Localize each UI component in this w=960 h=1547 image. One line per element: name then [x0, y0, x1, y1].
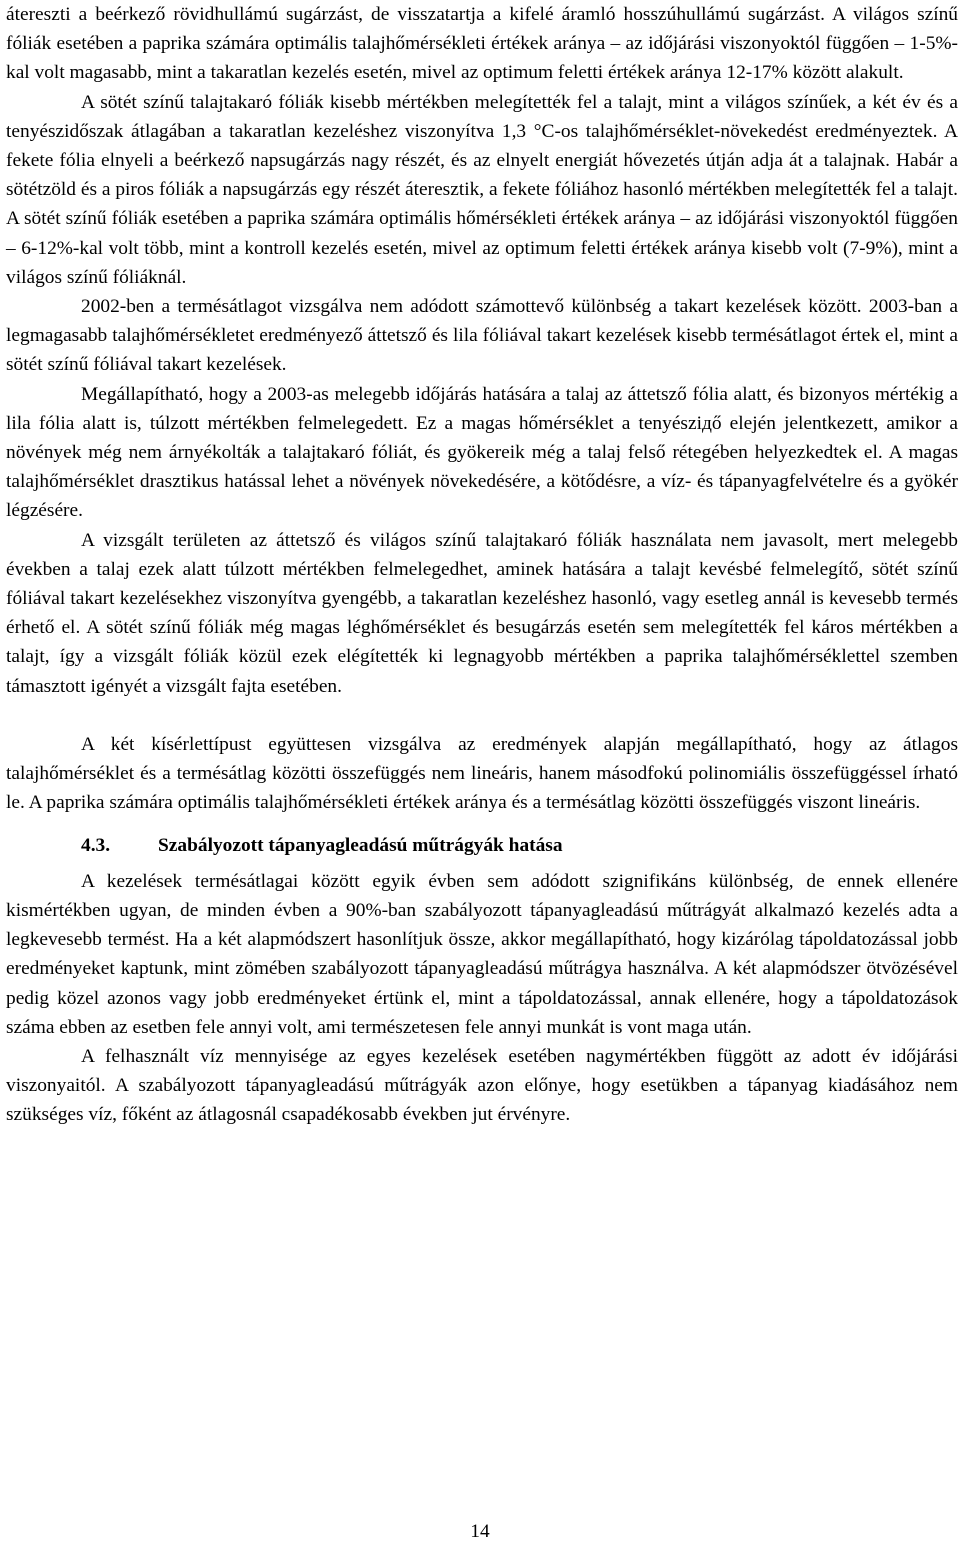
section-number: 4.3.	[81, 835, 111, 857]
paragraph-continuation: átereszti a beérkező rövidhullámú sugárzást, de visszatartja a kifelé áramló hosszúhullámú sugárzást. A világos színű fóliák esetében a paprika számára optimális talajhőmérsékleti értékek aránya – az időjárási viszonyoktól függően – 1-5%-kal volt magasabb, mint a takaratlan kezelés esetén, mivel az optimum feletti értékek aránya 12-17% között alakult.	[6, 4, 958, 84]
paragraph-combined-analysis: A két kísérlettípust együttesen vizsgálva az eredmények alapján megállapítható, hogy az átlagos talajhőmérséklet és a termésátlag közötti összefüggés nem lineáris, hanem másodfokú polinomiális összefüggéssel írható le. A paprika számára optimális talajhőmérsékleti értékek aránya és a termésátlag közötti összefüggés viszont lineáris.	[6, 733, 958, 814]
paragraph-dark-films: A sötét színű talajtakaró fóliák kisebb mértékben melegítették fel a talajt, mint a világos színűek, a két év és a tenyészidőszak átlagában a takaratlan kezeléshez viszonyítva 1,3 °C-os talajhőmérséklet-növekedést eredményeztek. A fekete fólia elnyeli a beérkező napsugárzás nagy részét, és az elnyelt energiát hővezetés útján adja át a talajnak. Habár a sötétzöld és a piros fóliák a napsugárzás egy részét áteresztik, a fekete fóliához hasonló mértékben melegítették fel a talajt. A sötét színű fóliák esetében a paprika számára optimális hőmérsékleti értékek aránya – az időjárási viszonyoktól függően – 6-12%-kal volt több, mint a kontroll kezelés esetén, mivel az optimum feletti értékek aránya kisebb volt (7-9%), mint a világos színű fóliáknál.	[6, 91, 958, 288]
paragraph-recommendation: A vizsgált területen az áttetsző és világos színű talajtakaró fóliák használata nem javasolt, mert melegebb években a talaj ezek alatt túlzott mértékben felmelegedhet, aminek hatására a talajt kevésbé felmelegítő, sötét színű fóliával takart kezelésekhez viszonyítva gyengébb, a takaratlan kezeléshez hasonló, vagy esetleg annál is kevesebb termés érhető el. A sötét színű fóliák még magas léghőmérséklet és besugárzás esetén sem melegítették fel káros mértékben a talajt, így a vizsgált fóliák közül ezek elégítették ki legnagyobb mértékben a paprika talajhőmérséklettel szemben támasztott igényét a vizsgált fajta esetében.	[6, 529, 958, 697]
section-title: Szabályozott tápanyagleadású műtrágyák hatása	[158, 835, 563, 857]
paragraph-fertilizer-yield: A kezelések termésátlagai között egyik évben sem adódott szignifikáns különbség, de ennek ellenére kismértékben ugyan, de minden évben a 90%-ban szabályozott tápanyagleadású műtrágyát alkalmazó kezelés adta a legkevesebb termést. Ha a két alapmódszert hasonlítjuk össze, akkor megállapítható, hogy kizárólag tápoldatozással jobb eredményeket kaptunk, mint zömében szabályozott tápanyagleadású műtrágya használva. A két alapmódszer ötvözésével pedig közel azonos vagy jobb eredményeket értünk el, mint a tápoldatozással, annak ellenére, hogy a tápoldatozások száma ebben az esetben fele annyi volt, ami természetesen fele annyi munkát is vont maga után.	[6, 870, 958, 1038]
paragraph-overheating: Megállapítható, hogy a 2003-as melegebb időjárás hatására a talaj az áttetsző fólia alatt, és bizonyos mértékig a lila fólia alatt is, túlzott mértékben felmelegedett. Ez a magas hőmérséklet a tenyésziдő elején jelentkezett, amikor a növények még nem árnyékolták a talajtakaró fóliát, és gyökereik még a talaj felső rétegében helyezkedtek el. A magas talajhőmérséklet drasztikus hatással lehet a növények növekedésére, a kötődésre, a víz- és tápanyagfelvételre és a gyökér légzésére.	[6, 383, 958, 522]
paragraph-gap	[6, 701, 958, 730]
document-page	[6, 0, 958, 1130]
paragraph-yield-2002-2003: 2002-ben a termésátlagot vizsgálva nem adódott számottevő különbség a takart kezelések között. 2003-ban a legmagasabb talajhőmérsékletet eredményező áttetsző és lila fóliával takart kezelések kisebb termésátlagot értek el, mint a sötét színű fóliával takart kezelések.	[6, 296, 958, 376]
paragraph-water-use: A felhasznált víz mennyisége az egyes kezelések esetében nagymértékben függött az adott év időjárási viszonyaitól. A szabályozott tápanyagleadású műtrágyák azon előnye, hogy esetükben a tápanyag kiadásához nem szükséges víz, főként az átlagosnál csapadékosabb években jut érvényre.	[6, 1045, 958, 1126]
section-heading	[6, 831, 958, 860]
page-number: 14	[470, 1521, 490, 1542]
